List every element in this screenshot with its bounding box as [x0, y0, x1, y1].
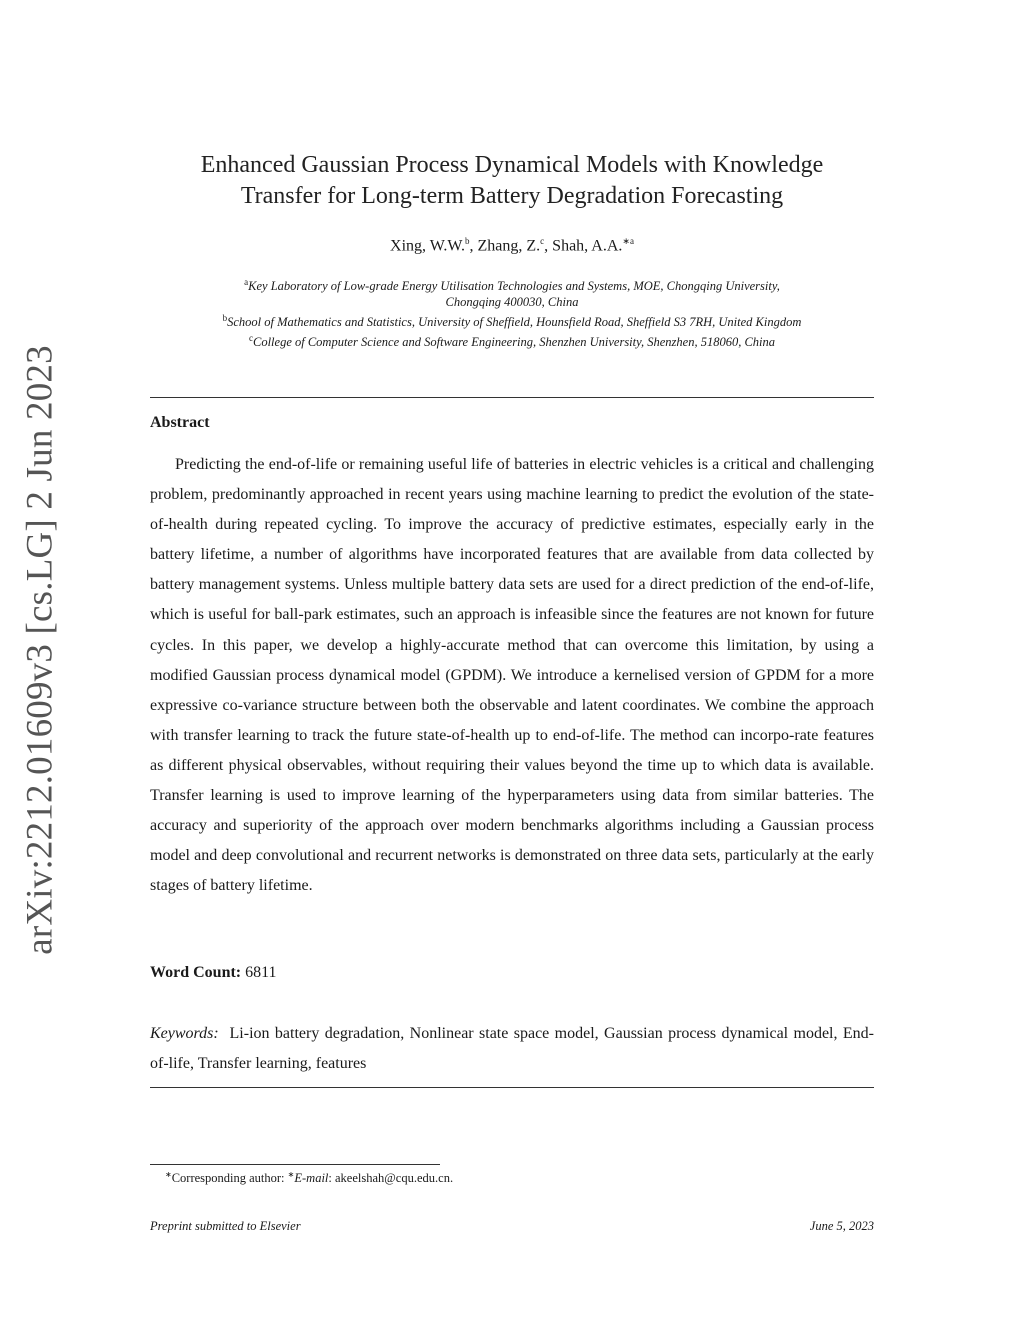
email-mark: ∗	[287, 1170, 295, 1179]
keywords-text: Li-ion battery degradation, Nonlinear state space model, Gaussian process dynamical model, End-of-life, Transfer learning, features	[150, 1025, 875, 1072]
footnote	[165, 1170, 453, 1186]
top-divider	[150, 397, 874, 398]
email-address: : akeelshah@cqu.edu.cn.	[328, 1171, 454, 1186]
word-count	[150, 964, 277, 982]
preprint-note: Preprint submitted to Elsevier	[150, 1219, 301, 1233]
affiliation-b-mark: b	[222, 313, 228, 324]
word-count-value: 6811	[245, 964, 277, 981]
author-3: Shah, A.A.	[552, 237, 623, 255]
footnote-rule	[150, 1164, 440, 1165]
footnote-mark: ∗	[165, 1170, 172, 1179]
keywords-label: Keywords:	[150, 1025, 219, 1042]
submission-date: June 5, 2023	[809, 1219, 874, 1233]
abstract-text: Predicting the end-of-life or remaining useful life of batteries in electric vehicles is a critical and challenging problem, predominantly approached in recent years using machine learning to predict the evolution of the state-of-health during repeated cycling. To improve the accuracy of predictive estimates, especially early in the battery lifetime, a number of algorithms have incorporated features that are available from data collected by battery management systems. Unless multiple battery data sets are used for a direct prediction of the end-of-life, which is useful for ball-park estimates, such an approach is infeasible since the features are not known for future cycles. In this paper, we develop a highly-accurate method that can overcome this limitation, by using a modified Gaussian process dynamical model (GPDM). We introduce a kernelised version of GPDM for a more expressive co-variance structure between both the observable and latent coordinates. We combine the approach with transfer learning to track the future state-of-health up to end-of-life. The method can incorpo-rate features as different physical observables, without requiring their values beyond the time up to which data is available. Transfer learning is used to improve learning of the hyperparameters using data from similar batteries. The accuracy and superiority of the approach over modern benchmarks algorithms including a Gaussian process model and deep convolutional and recurrent networks is demonstrated on three data sets, particularly at the early stages of battery lifetime.	[150, 456, 874, 895]
affiliation-a-cont: Chongqing 400030, China	[445, 295, 579, 310]
affiliation-a-mark: a	[244, 277, 249, 287]
affiliation-b: $^b$School of Mathematics and Statistics, University of Sheffield, Hounsfield Road, Sheffield S3 7RH, United Kingdom	[222, 313, 802, 330]
author-3-mark: ∗a	[622, 236, 634, 246]
affiliation-a: $^a$Key Laboratory of Low-grade Energy Utilisation Technologies and Systems, MOE, Chongqing University,	[244, 277, 780, 294]
paper-title	[150, 150, 874, 212]
word-count-label: Word Count:	[150, 964, 242, 981]
author-2-mark: c	[540, 236, 545, 246]
email-label: E-mail	[294, 1171, 329, 1186]
affiliation-c: $^c$College of Computer Science and Software Engineering, Shenzhen University, Shenzhen, 518060, China	[248, 333, 776, 350]
keywords	[150, 1019, 874, 1079]
abstract-heading: Abstract	[150, 414, 210, 431]
bottom-divider	[150, 1087, 874, 1088]
author-list: Xing, W.W.$^b$, Zhang, Z.$^c$, Shah, A.A.$^{∗a}$	[390, 236, 634, 255]
footnote-text: Corresponding author:	[171, 1171, 288, 1186]
title-line-2: Transfer for Long-term Battery Degradation Forecasting	[240, 183, 784, 209]
affiliation-c-mark: c	[248, 333, 253, 344]
author-1: Xing, W.W.	[390, 237, 466, 255]
title-line-1: Enhanced Gaussian Process Dynamical Models with Knowledge	[200, 152, 824, 178]
affiliations	[150, 274, 874, 350]
author-1-mark: b	[465, 236, 470, 246]
author-2: Zhang, Z.	[477, 237, 541, 255]
arxiv-identifier: arXiv:2212.01609v3 [cs.LG] 2 Jun 2023	[19, 345, 61, 955]
